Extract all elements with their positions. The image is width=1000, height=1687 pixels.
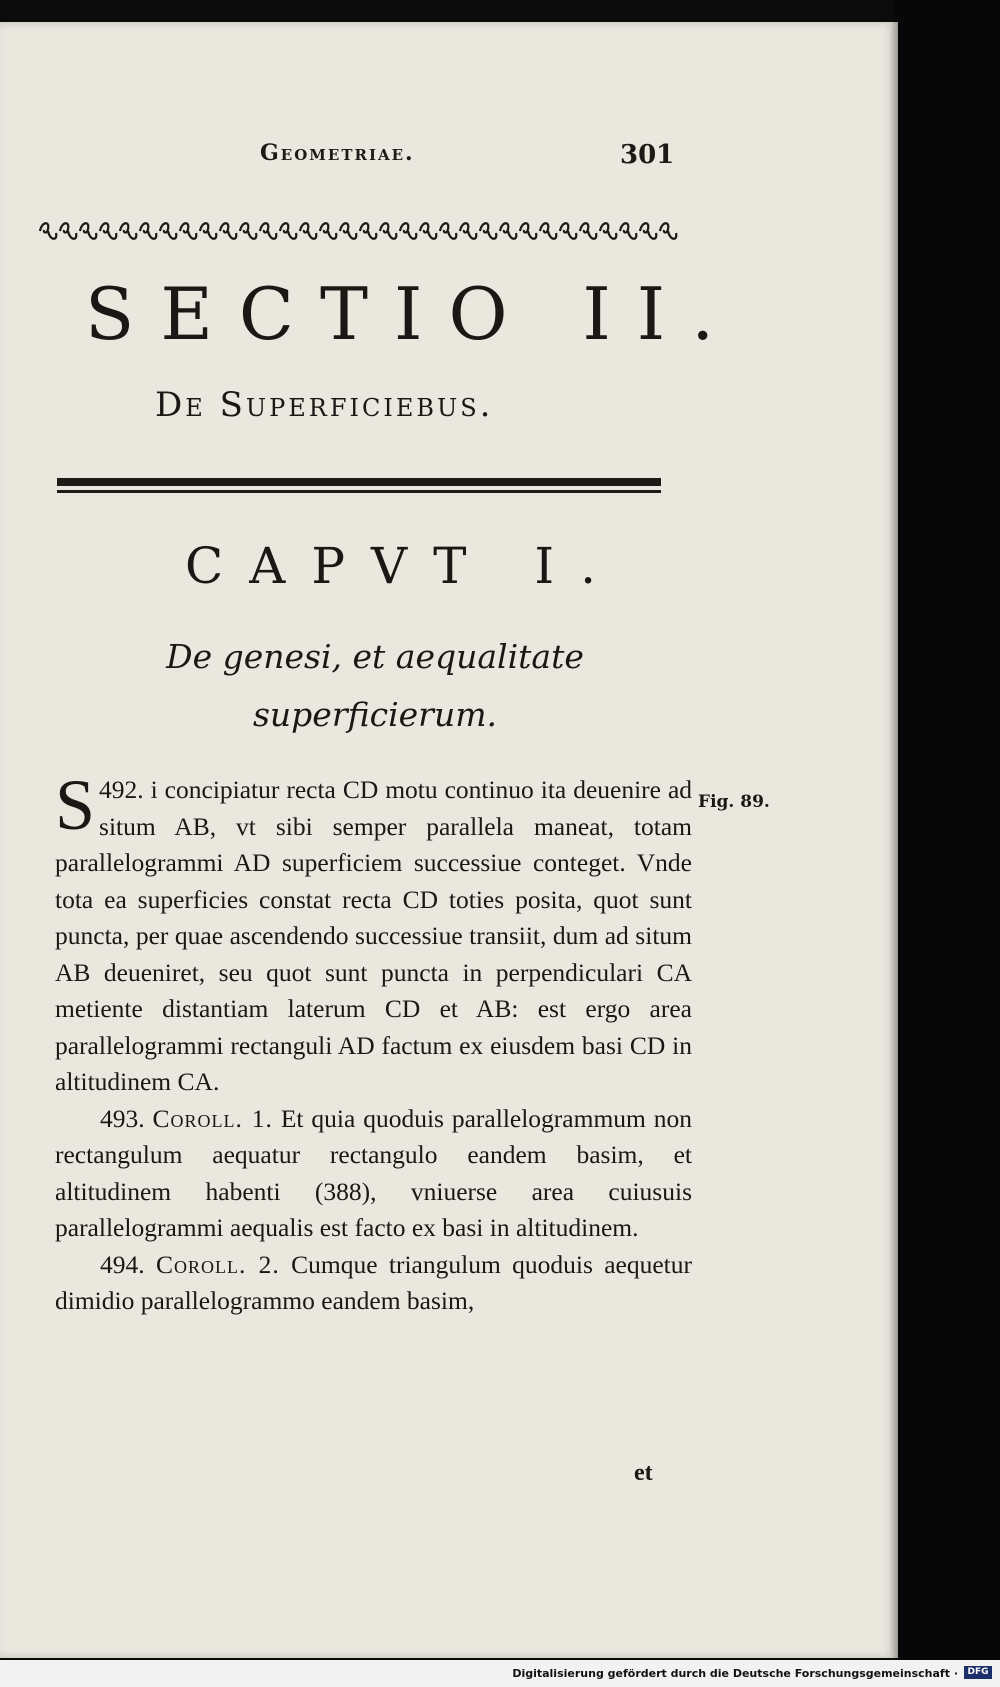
decorative-ornament-band (38, 218, 678, 244)
dfg-logo-icon: DFG (964, 1666, 992, 1679)
ornament-scroll (520, 223, 536, 239)
ornament-scroll (280, 223, 296, 239)
ornament-scroll (560, 223, 576, 239)
page-number: 301 (620, 140, 675, 170)
rule-thin (57, 490, 661, 493)
ornament-scroll (100, 223, 116, 239)
paragraph-number: 494. (100, 1249, 145, 1279)
ornament-scroll (260, 223, 276, 239)
ornament-scroll (540, 223, 556, 239)
ornament-scroll (660, 223, 676, 239)
ornament-scroll (360, 223, 376, 239)
ornament-scroll (320, 223, 336, 239)
paragraph-text: i concipiatur recta CD motu continuo ita deuenire ad situm AB, vt sibi semper parallela maneat, totam parallelogrammi AD superficiem successiue conteget. Vnde tota ea superficies constat recta CD toties posita, quot sunt puncta, per quae ascendendo successiue transiit, dum ad situm AB deueniret, seu quot sunt puncta in perpendiculari CA metiente distantiam laterum CD et AB: est ergo area parallelogrammi rectanguli AD factum ex eiusdem basi CD in altitudinem CA. (55, 775, 693, 1096)
ornament-scroll (300, 223, 316, 239)
ornament-scroll (80, 223, 96, 239)
ornament-scroll (40, 223, 56, 239)
catchword: et (634, 1460, 653, 1486)
ornament-scroll (640, 223, 656, 239)
ornament-scroll (380, 223, 396, 239)
corollary-label: Coroll. 1. (152, 1103, 273, 1133)
ornament-scroll (200, 223, 216, 239)
paragraph-number: 492. (99, 775, 144, 804)
ornament-scroll (340, 223, 356, 239)
paragraph-493 (55, 1101, 692, 1247)
corollary-label: Coroll. 2. (155, 1249, 280, 1279)
ornament-scroll (220, 223, 236, 239)
ornament-scroll (60, 223, 76, 239)
body-text (55, 765, 693, 1320)
ornament-scroll (480, 223, 496, 239)
rule-thick (57, 478, 661, 486)
ornament-scroll (440, 223, 456, 239)
ornament-scroll (460, 223, 476, 239)
paragraph-492 (55, 765, 693, 1101)
section-title: SECTIO II. (85, 272, 741, 356)
paragraph-number: 493. (100, 1103, 145, 1133)
ornament-scroll (240, 223, 256, 239)
ornament-scroll (140, 223, 156, 239)
chapter-subtitle: De genesi, et aequalitate superficierum. (166, 637, 584, 734)
ornament-scroll (500, 223, 516, 239)
ornament-scroll (600, 223, 616, 239)
ornament-scroll (580, 223, 596, 239)
page-edge (890, 22, 898, 1658)
scan-right-margin (895, 0, 1000, 1660)
dropcap-letter: S (55, 765, 96, 845)
paragraph-text: Cumque triangulum quoduis aequetur dimidio parallelogrammo eandem basim, (55, 1249, 693, 1315)
ornament-scroll (160, 223, 176, 239)
ornament-scroll (420, 223, 436, 239)
section-subtitle: De Superficiebus. (155, 385, 494, 425)
chapter-title: CAPVT I. (185, 537, 623, 595)
ornament-scroll (620, 223, 636, 239)
paragraph-494 (55, 1247, 692, 1320)
ornament-scroll (180, 223, 196, 239)
ornament-scroll (400, 223, 416, 239)
ornament-scroll (120, 223, 136, 239)
footer-credit: Digitalisierung gefördert durch die Deutsche Forschungsgemeinschaft · (512, 1667, 958, 1680)
running-head: Geometriae. (260, 140, 415, 166)
figure-reference: Fig. 89. (698, 792, 770, 812)
paragraph-text: Et quia quoduis parallelogrammum non rectangulum aequatur rectangulo eandem basim, et altitudinem habenti (388), vniuerse area cuiusuis parallelogrammi aequalis est facto ex basi in altitudinem. (55, 1103, 693, 1242)
